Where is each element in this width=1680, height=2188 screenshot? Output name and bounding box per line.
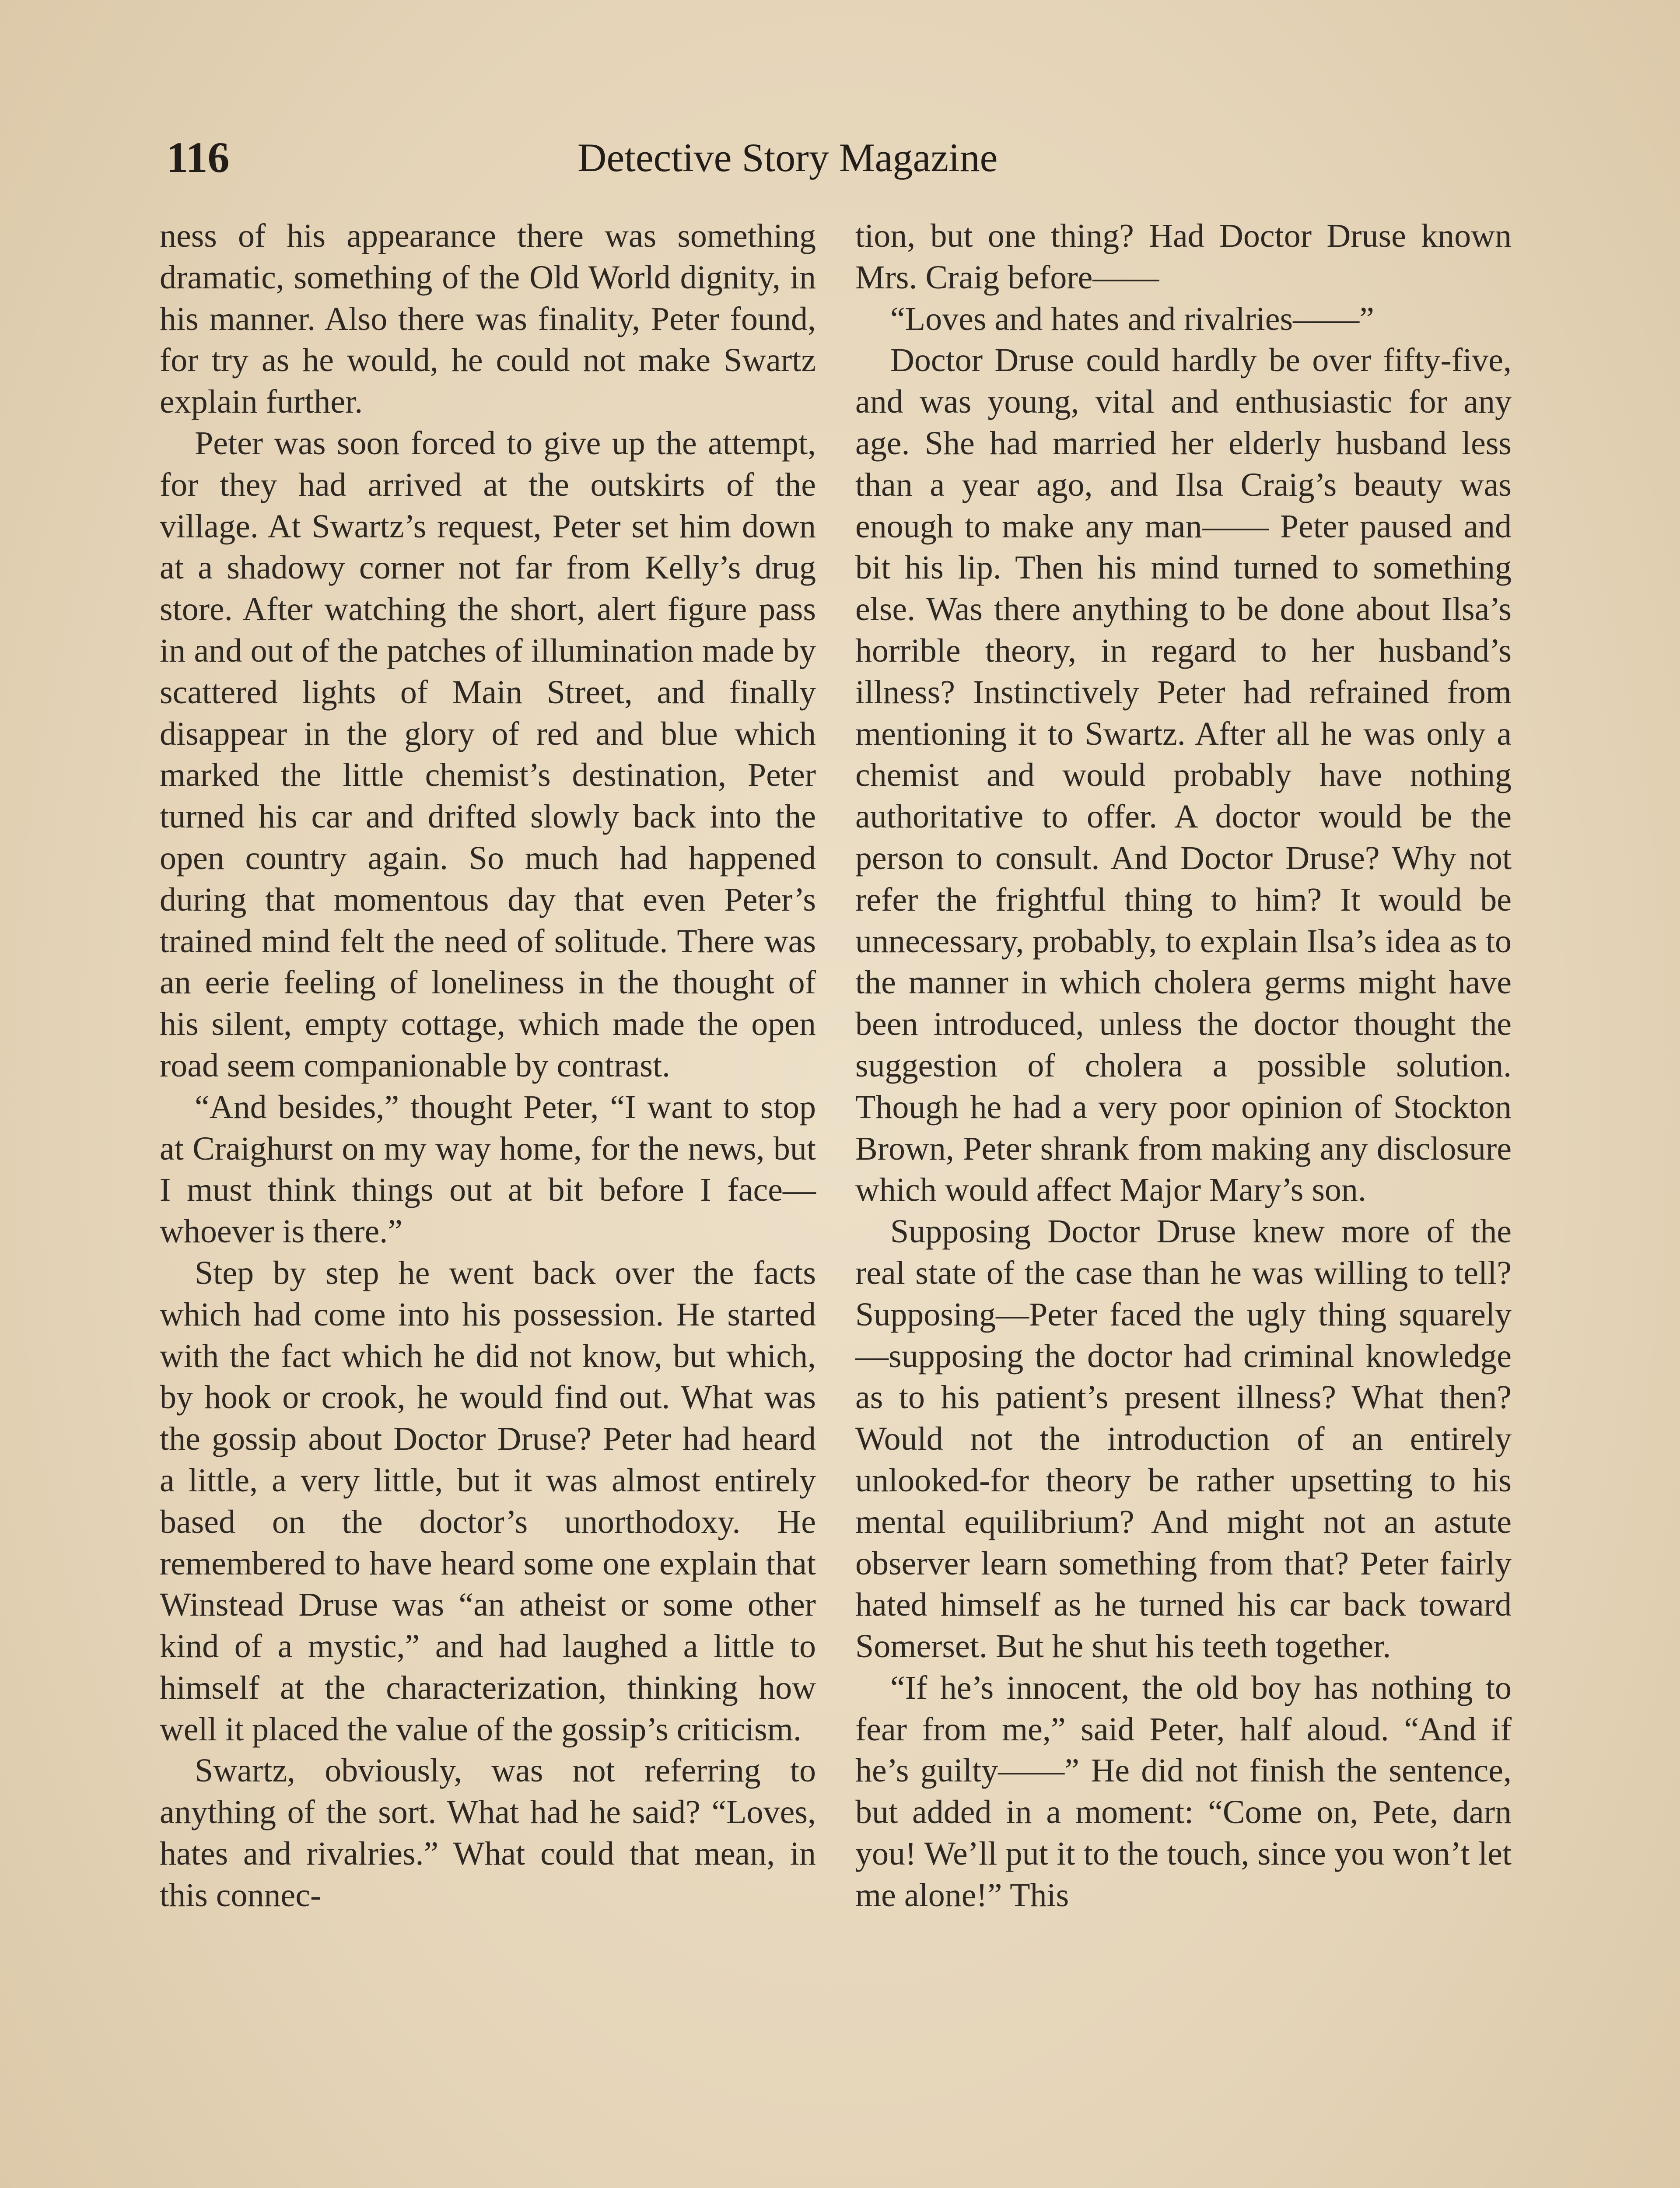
page-number: 116	[166, 133, 230, 182]
paragraph: “Loves and hates and rivalries——”	[890, 300, 1374, 337]
paragraph: Step by step he went back over the facts which had come into his possession. He started with the fact which he did not know, but which, by hook or crook, he would find out. What was the gossip about Doctor Druse? Peter had heard a little, a very little, but it was almost entirely based on the doctor’s unorthodoxy. He remembered to have heard some one explain that Winstead Druse was “an atheist or some other kind of a mystic,” and had laughed a little to himself at the characterization, thinking how well it placed the value of the gossip’s criticism.	[160, 1254, 816, 1748]
left-column	[160, 215, 816, 1916]
paragraph: Supposing Doctor Druse knew more of the real state of the case than he was willing to tell? Supposing—Peter faced the ugly thing squarely—supposing the doctor had criminal knowledge as to his patient’s present illness? What then? Would not the introduction of an entirely unlooked-for theory be rather upsetting to his mental equilibrium? And might not an astute observer learn something from that? Peter fairly hated himself as he turned his car back toward Somerset. But he shut his teeth together.	[855, 1213, 1512, 1665]
paragraph: Doctor Druse could hardly be over fifty-five, and was young, vital and enthusiastic for any age. She had married her elderly husband less than a year ago, and Ilsa Craig’s beauty was enough to make any man—— Peter paused and bit his lip. Then his mind turned to something else. Was there anything to be done about Ilsa’s horrible theory, in regard to her husband’s illness? Instinctively Peter had refrained from mentioning it to Swartz. After all he was only a chemist and would probably have nothing authoritative to offer. A doctor would be the person to consult. And Doctor Druse? Why not refer the frightful thing to him? It would be unnecessary, probably, to explain Ilsa’s idea as to the manner in which cholera germs might have been introduced, unless the doctor thought the suggestion of cholera a possible solution. Though he had a very poor opinion of Stockton Brown, Peter shrank from making any disclosure which would affect Major Mary’s son.	[855, 342, 1512, 1209]
paragraph: “And besides,” thought Peter, “I want to stop at Craighurst on my way home, for the news, but I must think things out at bit before I face—whoever is there.”	[160, 1088, 816, 1250]
paragraph: Swartz, obviously, was not referring to anything of the sort. What had he said? “Loves, hates and rivalries.” What could that mean, in this connec-	[160, 1752, 816, 1914]
paragraph: ness of his appearance there was something dramatic, something of the Old World dignity, in his manner. Also there was finality, Peter found, for try as he would, he could not make Swartz explain further.	[160, 217, 816, 421]
paragraph: “If he’s innocent, the old boy has nothing to fear from me,” said Peter, half aloud. “And if he’s guilty——” He did not finish the sentence, but added in a moment: “Come on, Pete, darn you! We’ll put it to the touch, since you won’t let me alone!” This	[855, 1669, 1512, 1914]
paragraph: Peter was soon forced to give up the attempt, for they had arrived at the outskirts of the village. At Swartz’s request, Peter set him down at a shadowy corner not far from Kelly’s drug store. After watching the short, alert figure pass in and out of the patches of illumination made by scattered lights of Main Street, and finally disappear in the glory of red and blue which marked the little chemist’s destination, Peter turned his car and drifted slowly back into the open country again. So much had happened during that momentous day that even Peter’s trained mind felt the need of solitude. There was an eerie feeling of loneliness in the thought of his silent, empty cottage, which made the open road seem companionable by contrast.	[160, 424, 816, 1084]
paragraph: tion, but one thing? Had Doctor Druse known Mrs. Craig before——	[855, 217, 1512, 296]
right-column	[855, 215, 1512, 1916]
page-header	[166, 127, 1111, 193]
running-title: Detective Story Magazine	[578, 135, 998, 180]
